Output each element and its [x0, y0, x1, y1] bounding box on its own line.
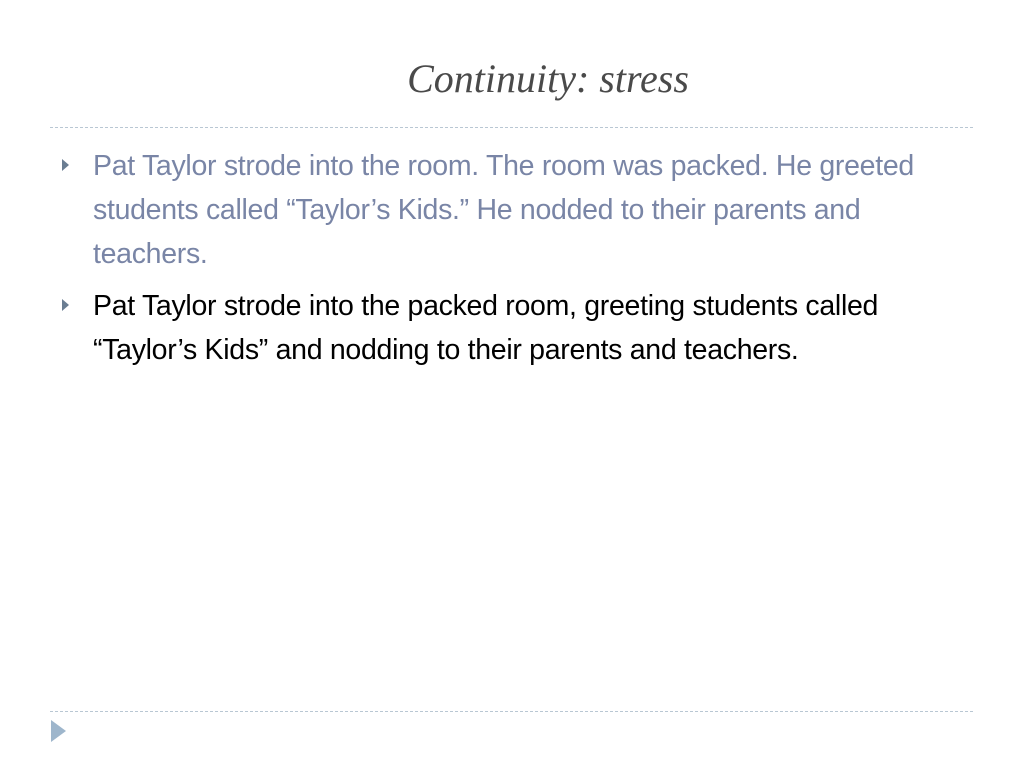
bullet-text: Pat Taylor strode into the room. The room was packed. He greeted students called “Taylor’s Kids.” He nodded to their parents and teachers. — [93, 150, 914, 270]
slide-title: Continuity: stress — [407, 56, 689, 101]
title-divider — [50, 127, 973, 128]
bullet-list — [58, 144, 968, 380]
triangle-bullet-icon — [62, 159, 69, 171]
bullet-item-original — [58, 144, 968, 276]
triangle-bullet-icon — [62, 299, 69, 311]
next-arrow-icon[interactable] — [51, 720, 66, 742]
bullet-text: Pat Taylor strode into the packed room, greeting students called “Taylor’s Kids” and nodding to their parents and teachers. — [93, 290, 879, 366]
footer-divider — [50, 711, 973, 712]
bullet-item-revised — [58, 284, 968, 372]
